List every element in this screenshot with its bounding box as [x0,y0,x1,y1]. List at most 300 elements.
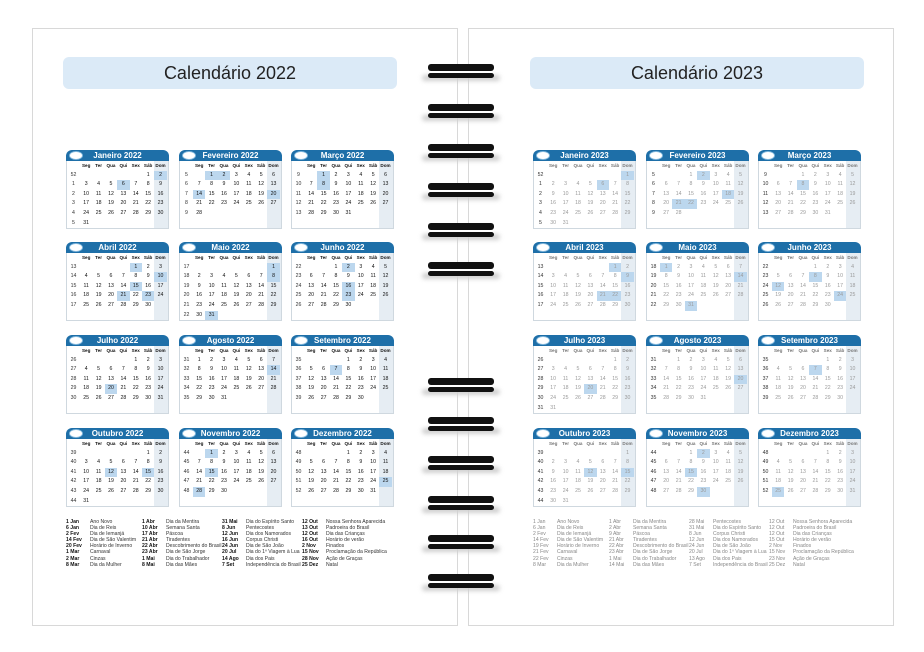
holiday-date: 1 Abr [142,519,155,525]
day-cell: 23 [700,478,707,485]
month-grid [646,439,749,507]
month-title: Novembro 2022 [179,428,282,439]
day-cell: 3 [564,459,568,466]
day-cell: 21 [333,478,339,485]
weekday-header: Qua [686,163,696,168]
day-cell: 7 [134,181,138,188]
weekday-header: Seg [548,255,558,260]
month-title: Setembro 2022 [291,335,394,346]
weekday-header: Qua [798,348,808,353]
day-cell: 16 [550,478,557,485]
day-grid [534,253,635,311]
holiday-column [66,519,136,568]
holiday-date: 20 Jul [689,549,703,556]
day-cell: 9 [838,366,842,373]
day-cell: 22 [196,385,203,392]
day-cell: 16 [342,282,354,292]
month-grid [758,439,861,507]
day-cell [379,209,391,219]
day-cell: 31 [700,394,707,401]
weekday-header: Qui [119,348,128,353]
day-cell: 1 [267,263,279,273]
month-card [291,150,394,229]
day-cell: 27 [270,478,277,485]
holiday-column [222,519,301,568]
day-cell: 15 [130,282,142,292]
weekday-header: Dom [155,163,166,168]
weekday-header: Ter [95,348,102,353]
day-cell: 20 [108,292,114,299]
week-number: 35 [762,356,769,363]
day-cell: 31 [550,404,557,411]
day-cell: 31 [849,487,856,494]
day-cell: 25 [245,478,252,485]
day-cell: 24 [849,385,856,392]
day-cell: 9 [222,181,226,188]
week-number: 38 [762,385,769,392]
week-number-header [647,439,660,449]
month-title: Abril 2023 [533,242,636,253]
week-number: 40 [70,459,77,466]
day-cell: 16 [196,292,203,299]
day-grid [759,439,860,497]
day-cell: 14 [267,365,279,375]
day-cell: 9 [689,366,693,373]
day-cell: 1 [609,263,621,273]
day-cell: 14 [196,468,203,475]
day-cell: 13 [382,181,389,188]
day-cell: 3 [159,263,162,270]
day-cell: 3 [371,449,375,456]
holiday-name: Finados [793,543,812,550]
day-cell: 8 [146,181,150,188]
day-cell: 26 [775,301,782,308]
day-cell: 15 [824,468,831,475]
weekday-header: Seg [548,441,558,446]
holiday-name: Dia do Espírito Santo [713,525,762,532]
day-cell: 27 [108,394,114,401]
day-cell: 28 [812,394,819,401]
day-cell: 8 [134,273,138,280]
day-cell: 1 [346,356,350,363]
day-cell [305,449,317,459]
holiday-date: 20 Jul [222,549,237,556]
day-cell: 24 [834,291,846,301]
holiday-name: Nossa Senhora Aparecida [793,519,853,525]
day-cell: 7 [259,273,263,280]
day-cell: 20 [258,375,265,382]
holiday-name: Descobrimento do Brasil [633,543,689,550]
day-cell: 19 [258,190,265,197]
weekday-header: Seg [306,441,316,446]
week-number: 10 [295,181,302,188]
weekday-header: Qui [586,441,595,446]
holiday-date: 15 Out [769,537,785,544]
day-cell: 3 [551,366,555,373]
day-cell: 26 [787,394,794,401]
month-title: Fevereiro 2023 [646,150,749,161]
day-cell: 19 [575,292,581,299]
month-grid [533,253,636,321]
day-cell: 18 [725,468,732,475]
day-cell: 8 [613,273,617,280]
day-cell: 28 [120,301,127,308]
day-grid [647,161,748,219]
weekday-header: Sex [356,441,365,446]
day-cell: 24 [849,478,856,485]
day-cell: 20 [584,384,596,394]
day-cell: 19 [575,385,581,392]
day-cell [230,487,242,497]
day-cell: 26 [737,478,744,485]
day-cell: 16 [837,468,844,475]
day-cell [117,356,129,366]
day-cell [621,219,633,229]
holiday-date: 22 Abr [142,543,158,550]
day-cell [572,263,584,273]
holiday-name: Dia de Iemanjá [557,531,592,538]
day-cell: 17 [157,282,164,289]
day-cell: 18 [245,468,252,475]
day-cell: 22 [812,292,819,299]
day-cell [379,394,391,404]
month-logo-icon [69,243,83,252]
day-grid [67,161,168,228]
day-cell: 25 [562,301,569,308]
day-cell: 4 [359,171,363,178]
day-cell: 10 [345,181,352,188]
month-logo-icon [649,151,663,160]
day-cell: 30 [812,209,819,216]
day-cell [834,301,846,311]
week-number: 42 [70,478,77,485]
day-cell: 14 [258,282,265,289]
week-number: 3 [539,200,542,207]
weekday-header: Ter [320,255,327,260]
day-cell: 4 [371,263,375,270]
day-cell: 3 [714,171,718,178]
day-cell: 15 [196,375,203,382]
day-cell: 29 [675,394,682,401]
day-cell: 15 [812,282,819,289]
day-cell: 5 [97,273,101,280]
weekday-header: Seg [773,255,783,260]
day-cell: 5 [789,366,793,373]
weekday-header: Qui [811,163,820,168]
week-number: 5 [72,219,75,226]
week-number: 4 [72,209,75,216]
day-cell: 6 [247,273,251,280]
day-cell: 7 [809,365,821,375]
day-cell: 15 [612,375,619,382]
day-cell: 24 [370,385,377,392]
month-grid [66,161,169,229]
day-cell: 23 [824,292,831,299]
weekday-header: Qua [573,348,583,353]
day-cell: 11 [775,375,781,382]
day-cell: 5 [789,459,793,466]
week-number: 50 [295,468,302,475]
day-cell: 8 [689,181,693,188]
day-cell: 24 [550,394,557,401]
day-cell: 11 [370,273,376,280]
week-number: 39 [537,449,544,456]
day-cell: 2 [813,171,817,178]
month-card [66,242,169,321]
day-cell: 3 [346,171,350,178]
day-cell: 13 [270,181,277,188]
week-number: 26 [70,356,77,363]
week-number: 41 [70,468,77,475]
week-number: 1 [539,181,542,188]
day-cell: 1 [677,356,681,363]
day-cell [559,356,571,366]
day-cell [317,449,329,459]
weekday-header: Dom [735,255,746,260]
day-cell [609,219,621,229]
day-cell: 16 [157,468,164,475]
day-cell [117,263,129,273]
day-cell: 3 [551,273,555,280]
day-cell: 7 [197,459,201,466]
weekday-header: Dom [622,348,633,353]
day-cell: 24 [233,200,240,207]
weekday-header: Sex [244,441,253,446]
month-card [533,335,636,414]
week-number-header [67,439,80,449]
month-grid [646,161,749,229]
week-number: 31 [650,356,657,363]
weekday-header: Sex [356,163,365,168]
holiday-date: 10 Abr [142,525,158,532]
day-cell: 21 [333,385,339,392]
holiday-date: 12 Out [302,519,318,525]
day-cell: 27 [245,301,252,308]
weekday-header: Qui [232,255,241,260]
day-cell: 20 [599,478,606,485]
day-cell: 15 [270,282,277,289]
weekday-header: Seg [194,441,204,446]
day-cell: 12 [382,273,389,280]
day-cell: 5 [776,273,780,280]
holiday-name: Padroeira do Brasil [326,525,370,532]
weekday-header: Seg [773,348,783,353]
day-cell: 1 [626,449,629,456]
weekday-header: Qui [586,255,595,260]
day-cell: 30 [624,301,631,308]
day-cell: 26 [233,301,240,308]
day-cell: 8 [334,273,338,280]
holiday-column [533,519,603,568]
week-number: 18 [650,263,657,270]
holiday-name: Dia de São Valentim [557,537,604,544]
week-number: 16 [537,292,544,299]
day-cell: 4 [97,459,101,466]
ring-wire [428,544,494,549]
weekday-header: Ter [208,163,215,168]
day-cell: 20 [787,292,794,299]
day-cell: 12 [772,282,784,292]
week-number: 30 [537,394,544,401]
day-cell: 3 [826,171,830,178]
week-number-header [647,253,660,263]
weekday-header: Sáb [143,348,153,353]
weekday-header: Sex [244,348,253,353]
day-cell: 20 [245,292,252,299]
day-cell [117,497,129,507]
weekday-header: Dom [380,348,391,353]
week-number: 1 [72,181,75,188]
day-cell: 24 [345,200,352,207]
day-cell: 27 [587,301,594,308]
weekday-header: Sáb [610,348,620,353]
day-cell: 15 [320,190,327,197]
day-cell: 12 [258,181,265,188]
day-cell [584,356,596,366]
holiday-date: 31 Mai [689,525,705,532]
day-cell: 1 [826,449,830,456]
day-cell: 30 [357,394,364,401]
holiday-column [142,519,222,568]
day-cell: 2 [210,356,214,363]
weekday-header: Ter [562,348,569,353]
weekday-header: Qua [573,441,583,446]
day-cell: 3 [159,356,162,363]
day-cell: 15 [345,468,352,475]
day-cell: 30 [697,487,709,497]
day-cell: 1 [130,263,142,273]
weekday-header: Qua [573,163,583,168]
day-cell: 5 [576,273,580,280]
weekday-header: Ter [787,163,794,168]
weekday-header: Qui [811,255,820,260]
weekday-header: Sáb [610,441,620,446]
month-title: Março 2023 [758,150,861,161]
day-cell: 10 [550,375,557,382]
day-cell: 17 [700,375,707,382]
day-cell: 11 [95,190,102,197]
day-cell: 14 [193,190,205,200]
day-cell: 6 [601,459,605,466]
ring-wire [428,153,494,158]
holiday-name: Dia de São Valentim [90,537,137,544]
day-cell: 21 [132,478,139,485]
weekday-header: Sex [823,348,832,353]
weekday-header: Dom [268,441,279,446]
day-cell: 24 [562,209,569,216]
month-logo-icon [69,336,83,345]
day-grid [180,346,281,404]
day-cell: 3 [689,263,693,270]
month-title: Agosto 2022 [179,335,282,346]
day-cell: 2 [359,449,363,456]
day-cell: 28 [737,292,744,299]
day-cell: 18 [382,468,389,475]
weekday-header: Dom [735,441,746,446]
day-cell: 15 [824,375,831,382]
day-cell: 31 [685,301,697,311]
day-cell: 19 [233,292,240,299]
day-cell: 18 [357,190,364,197]
week-number: 52 [295,487,302,494]
weekday-header: Sáb [835,163,845,168]
holiday-date: 6 Jan [533,525,546,532]
ring-wire [428,262,494,269]
day-cell: 22 [685,199,697,209]
day-cell [105,356,117,366]
day-cell: 12 [370,181,377,188]
day-cell: 3 [371,356,375,363]
day-cell: 6 [726,263,730,270]
day-cell: 2 [838,449,842,456]
weekday-header: Sex [711,348,720,353]
day-cell: 27 [108,301,114,308]
day-cell [597,449,609,459]
day-cell: 15 [663,282,670,289]
day-cell: 12 [584,468,596,478]
week-number-header [759,346,772,356]
week-number: 13 [762,209,769,216]
day-cell: 14 [612,468,619,475]
day-cell: 8 [809,272,821,282]
day-grid [647,346,748,404]
week-number: 39 [295,394,302,401]
day-cell: 21 [612,200,619,207]
day-cell: 13 [120,468,127,475]
day-cell: 17 [370,468,377,475]
day-cell: 23 [700,200,707,207]
week-number-header [759,253,772,263]
weekday-header: Sex [823,255,832,260]
day-cell: 30 [550,219,557,226]
weekday-header: Qui [119,163,128,168]
weekday-header: Qui [119,255,128,260]
day-cell [584,263,596,273]
week-number: 22 [650,301,657,308]
day-cell [834,209,846,219]
day-cell: 21 [196,200,203,207]
day-cell: 17 [233,190,240,197]
day-cell: 13 [270,459,277,466]
day-cell: 8 [317,180,329,190]
weekday-header: Qua [798,255,808,260]
day-cell: 18 [562,385,569,392]
month-grid [758,253,861,321]
holiday-name: Pentecostes [713,519,742,525]
day-cell: 1 [813,263,817,270]
day-cell [722,487,734,497]
day-cell: 10 [562,468,569,475]
day-cell: 4 [576,459,580,466]
day-cell: 12 [787,375,794,382]
day-cell: 6 [801,366,805,373]
weekday-header: Dom [847,348,858,353]
day-cell: 19 [308,385,315,392]
day-cell: 31 [562,219,569,226]
day-cell: 1 [826,356,830,363]
day-cell [597,356,609,366]
month-logo-icon [649,336,663,345]
day-cell: 22 [345,478,352,485]
day-cell: 8 [146,459,150,466]
day-cell: 13 [108,375,114,382]
day-cell: 13 [587,375,594,382]
day-cell: 19 [775,292,782,299]
day-cell: 6 [109,366,113,373]
holiday-name: Dia das Crianças [326,531,365,538]
weekday-header: Dom [735,348,746,353]
day-cell: 6 [322,366,326,373]
